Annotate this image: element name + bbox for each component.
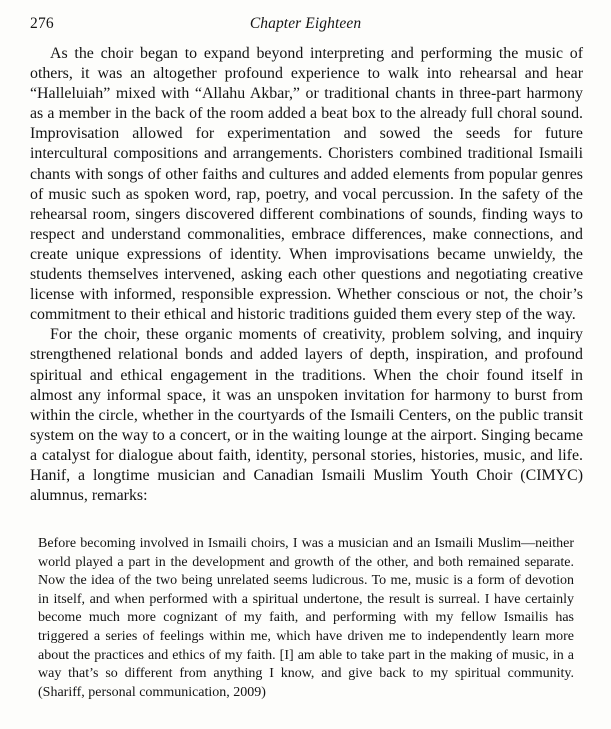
block-quotation [38, 535, 574, 702]
page-number: 276 [30, 15, 54, 32]
body-paragraph: As the choir began to expand beyond interpreting and performing the music of others, it was an altogether profound experience to walk into rehearsal and hear “Halleluiah” mixed with “Allahu Akbar,” or traditional chants in three-part harmony as a member in the back of the room added a beat box to the already full choral sound. Improvisation allowed for experimentation and sowed the seeds for future intercultural compositions and arrangements. Choristers combined traditional Ismaili chants with songs of other faiths and cultures and added elements from popular genres of music such as spoken word, rap, poetry, and vocal percussion. In the safety of the rehearsal room, singers discovered different combinations of sounds, finding ways to respect and understand commonalities, embrace differences, make connections, and create unique expressions of identity. When improvisations became unwieldy, the students themselves intervened, asking each other questions and negotiating creative license with informed, responsible expression. Whether conscious or not, the choir’s commitment to their ethical and historic traditions guided them every step of the way. [30, 45, 583, 324]
chapter-title: Chapter Eighteen [249, 15, 362, 32]
block-quotation-text: Before becoming involved in Ismaili choirs, I was a musician and an Ismaili Muslim—neither world played a part in the development and growth of the other, and both remained separate. Now the idea of the two being unrelated seems ludicrous. To me, music is a form of devotion in itself, and when performed with a spiritual undertone, the result is surreal. I have certainly become much more cognizant of my faith, and performing with my fellow Ismailis has triggered a series of feelings within me, which have driven me to independently learn more about the practices and ethics of my faith. [I] am able to take part in the making of music, in a way that’s so different from anything I know, and give back to my spiritual community. (Shariff, personal communication, 2009) [38, 536, 574, 700]
body-paragraph: For the choir, these organic moments of creativity, problem solving, and inquiry strengthened relational bonds and added layers of depth, inspiration, and profound spiritual and ethical engagement in the traditions. When the choir found itself in almost any informal space, it was an unspoken invitation for harmony to burst from within the circle, whether in the courtyards of the Ismaili Centers, on the public transit system on the way to a concert, or in the waiting lounge at the airport. Singing became a catalyst for dialogue about faith, identity, personal stories, histories, music, and life. Hanif, a longtime musician and Canadian Ismaili Muslim Youth Choir (CIMYC) alumnus, remarks: [30, 326, 583, 505]
body-text-column [30, 44, 583, 506]
running-head [0, 14, 611, 36]
